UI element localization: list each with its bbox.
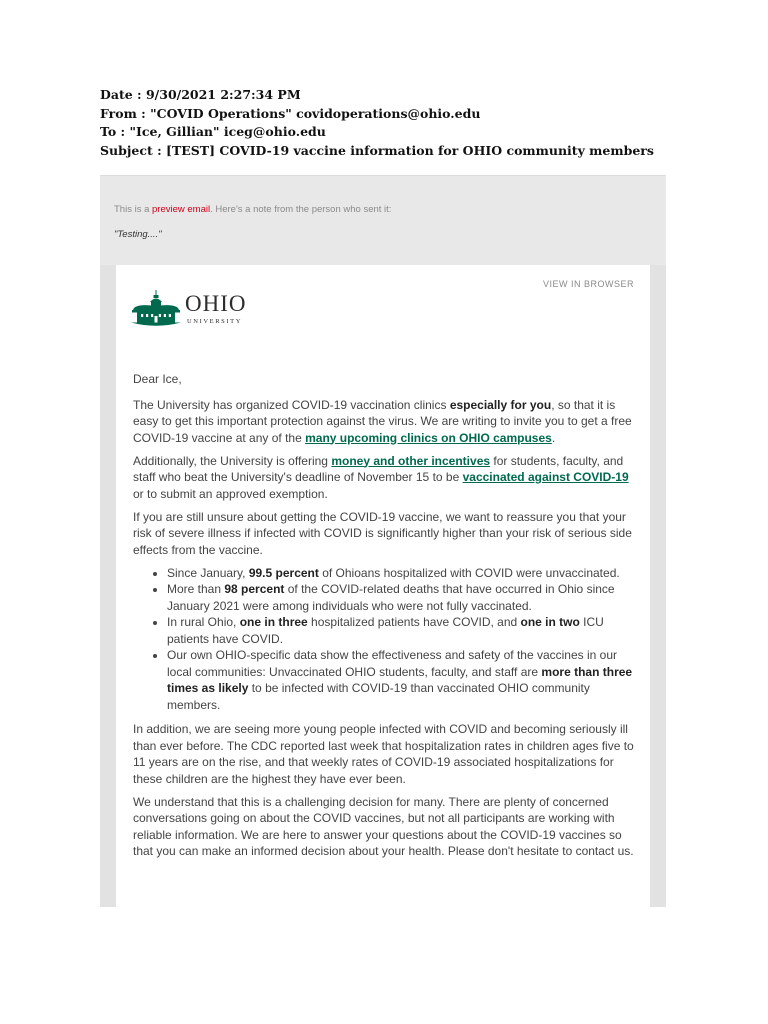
emphasis-text: more than three times as likely bbox=[167, 664, 633, 695]
list-text: More than bbox=[167, 582, 225, 596]
list-text: Our own OHIO-specific data show the effectiveness and safety of the vaccines in our local communities: Unvaccinated OHIO students, faculty, and staff are bbox=[167, 648, 618, 679]
paragraph-young-people: In addition, we are seeing more young people infected with COVID and becoming seriously ill than ever before. The CDC reported last week that hospitalization rates in children ages five to 11 years are on the rise, and that weekly rates of COVID-19 associated hospitalizations for these children are the highest they have ever been. bbox=[133, 722, 634, 786]
paragraph-text: The University has organized COVID-19 vaccination clinics bbox=[133, 397, 450, 412]
preview-note-suffix: . Here's a note from the person who sent it: bbox=[210, 204, 392, 215]
email-to: To : "Ice, Gillian" iceg@ohio.edu bbox=[100, 124, 326, 139]
list-text: of Ohioans hospitalized with COVID were unvaccinated. bbox=[318, 565, 620, 580]
email-frame bbox=[100, 265, 666, 907]
email-from: From : "COVID Operations" covidoperations@ohio.edu bbox=[100, 105, 481, 121]
preview-note-prefix: This is a bbox=[114, 204, 153, 215]
paragraph-text: , so that it is easy to get this important protection against the virus. We are writing to invite you to get a free COVID-19 vaccine at any of the bbox=[133, 397, 632, 445]
logo-wordmark: OHIO bbox=[185, 291, 247, 316]
paragraph-incentives bbox=[133, 453, 637, 503]
list-text: In rural Ohio, bbox=[167, 615, 240, 629]
list-item bbox=[167, 581, 637, 614]
incentives-link[interactable]: money and other incentives bbox=[331, 453, 491, 468]
greeting: Dear Ice, bbox=[133, 372, 182, 386]
preview-banner bbox=[100, 175, 666, 266]
emphasis-text: one in three bbox=[239, 615, 308, 629]
preview-note bbox=[114, 204, 391, 215]
ohio-university-cupola-logo-icon bbox=[129, 289, 183, 329]
paragraph-text: Additionally, the University is offering bbox=[133, 453, 332, 468]
vaccinated-link[interactable]: vaccinated against COVID-19 bbox=[462, 470, 629, 484]
ohio-university-logo[interactable] bbox=[129, 289, 264, 329]
view-in-browser-link[interactable]: VIEW IN BROWSER bbox=[542, 279, 634, 289]
email-header bbox=[100, 86, 654, 160]
list-item bbox=[167, 614, 637, 647]
preview-message: "Testing...." bbox=[114, 229, 162, 240]
paragraph-reassure: If you are still unsure about getting the COVID-19 vaccine, we want to reassure you that your risk of severe illness if infected with COVID is significantly higher than your risk of serious side effects from the vaccine. bbox=[133, 509, 632, 557]
email-message bbox=[133, 371, 637, 866]
email-subject: Subject : [TEST] COVID-19 vaccine information for OHIO community members bbox=[100, 142, 654, 158]
clinics-link[interactable]: many upcoming clinics on OHIO campuses bbox=[305, 430, 552, 445]
list-item bbox=[167, 565, 637, 582]
statistics-list bbox=[133, 565, 637, 714]
emphasis-text: 99.5 percent bbox=[248, 565, 319, 580]
paragraph-text: . bbox=[551, 430, 556, 445]
list-text: to be infected with COVID-19 than vaccinated OHIO community members. bbox=[167, 681, 590, 712]
paragraph-text: for students, faculty, and staff who beat the University's deadline of November 15 to be bbox=[133, 453, 624, 484]
paragraph-contact: We understand that this is a challenging decision for many. There are plenty of concerned conversations going on about the COVID vaccines, but not all participants are working with reliable information. We are here to answer your questions about the COVID-19 vaccines so that you can make an informed decision about your health. Please don't hesitate to contact us. bbox=[133, 794, 634, 858]
list-text: Since January, bbox=[167, 565, 249, 580]
paragraph-text: or to submit an approved exemption. bbox=[133, 486, 328, 501]
emphasis-text: especially for you bbox=[449, 397, 552, 412]
preview-email-link[interactable]: preview email bbox=[152, 204, 211, 215]
list-text: ICU patients have COVID. bbox=[167, 615, 604, 646]
email-date: Date : 9/30/2021 2:27:34 PM bbox=[100, 87, 301, 102]
paragraph-clinics bbox=[133, 397, 637, 447]
list-item bbox=[167, 647, 637, 713]
email-body-card bbox=[116, 265, 650, 907]
emphasis-text: 98 percent bbox=[224, 582, 285, 596]
list-text: of the COVID-related deaths that have occurred in Ohio since January 2021 were among individuals who were not fully vaccinated. bbox=[167, 582, 615, 613]
emphasis-text: one in two bbox=[520, 615, 580, 629]
list-text: hospitalized patients have COVID, and bbox=[307, 615, 521, 629]
logo-subtitle: UNIVERSITY bbox=[187, 318, 242, 325]
